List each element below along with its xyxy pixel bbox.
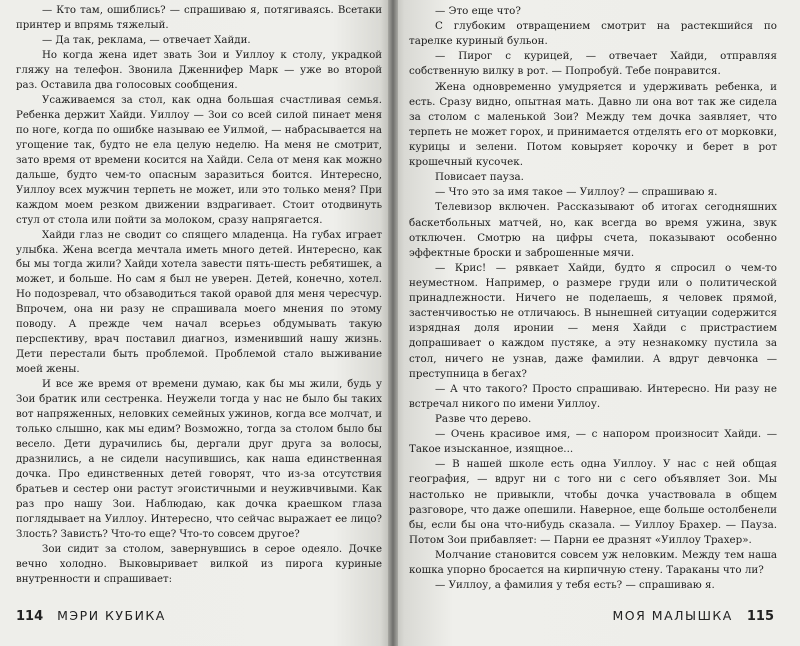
paragraph: Хайди глаз не сводит со спящего младенца. На губах играет улыбка. Жена всегда мечтала иметь много детей. Интересно, как бы мы тогда жили? Хайди хотела завести пять-шесть ребятишек, а может, и больше. Но сам я был не уверен. Детей, конечно, хотел. Но подозревал, что обзаводиться такой оравой для меня чересчур. Впрочем, она ни разу не спрашивала моего мнения по этому поводу. А прежде чем начал всерьез обдумывать такую перспективу, врач поставил диагноз, изменивший нашу жизнь. Дети перестали быть проблемой. Проблемой стало выживание моей жены. — [16, 229, 382, 376]
running-footer-title: МОЯ МАЛЫШКА — [612, 608, 733, 623]
paragraph: Зои сидит за столом, завернувшись в серое одеяло. Дочке вечно холодно. Выковыривает вилкой из пирога куриные внутренности и спрашивает: — [16, 543, 382, 585]
right-page — [392, 0, 800, 646]
right-page-text — [409, 4, 777, 593]
paragraph: — В нашей школе есть одна Уиллоу. У нас с ней общая география, — вдруг ни с того ни с сего объявляет Зои. Мы настолько не привыкли, чтобы дочка участвовала в общем разговоре, что даже опешили. Наверное, еще больше остолбенели бы, если бы она что-нибудь сказала. — Уиллоу Брахер. — Пауза. Потом Зои прибавляет: — Парни ее дразнят «Уиллоу Трахер». — [409, 458, 777, 546]
paragraph: — Да так, реклама, — отвечает Хайди. — [42, 34, 251, 46]
left-page-text — [16, 4, 382, 588]
running-footer-author: МЭРИ КУБИКА — [57, 608, 166, 623]
paragraph: — Что это за имя такое — Уиллоу? — спрашиваю я. — [435, 186, 718, 199]
paragraph: Повисает пауза. — [435, 171, 524, 184]
paragraph: Разве что дерево. — [435, 412, 532, 425]
paragraph: — Кто там, ошиблись? — спрашиваю я, потягиваясь. Всетаки принтер и впрямь тяжелый. — [16, 5, 382, 31]
right-page-footer — [613, 608, 774, 624]
paragraph: — Крис! — рявкает Хайди, будто я спросил о чем-то неуместном. Например, о размере груди или о политической принадлежности. Ничего не поделаешь, я человек прямой, застенчивостью не отличаюсь. В нынешней ситуации содержится изрядная доля иронии — меня Хайди с пристрастием допрашивает о каждом пустяке, а эту незнакомку пустила за стол, ничего не узнав, даже фамилии. А вдруг девчонка — преступница в бегах? — [409, 261, 777, 380]
page-number: 115 — [746, 609, 774, 624]
left-page — [0, 0, 392, 646]
book-spine-gutter — [388, 0, 398, 646]
paragraph: С глубоким отвращением смотрит на растекшийся по тарелке куриный бульон. — [409, 20, 777, 48]
paragraph: Жена одновременно умудряется и удерживать ребенка, и есть. Сразу видно, опытная мать. Давно ли она вот так же сидела за столом с маленькой Зои? Между тем дочка заявляет, что терпеть не может горох, и принимается отделять его от морковки, курицы и зелени. Потом ковыряет корочку и берет в рот крошечный кусочек. — [409, 80, 777, 169]
paragraph: — Это еще что? — [435, 5, 521, 17]
paragraph: Телевизор включен. Рассказывают об итогах сегодняшних баскетбольных матчей, но, как всегда во время ужина, звук отключен. Смотрю на цифры счета, показывают особенно эффектные броски и заброшенные мячи. — [409, 201, 777, 259]
paragraph: Усаживаемся за стол, как одна большая счастливая семья. Ребенка держит Хайди. Уиллоу — Зои со всей силой пинает меня по ноге, когда по ошибке называю ее Уилмой, — набрасывается на угощение так, будто не ела целую неделю. На меня не смотрит, зато время от времени косится на Хайди. Села от меня как можно дальше, будто чем-то опасным заразиться боится. Интересно, Уиллоу всех мужчин терпеть не может, или это только меня? При каждом моем резком движении вздрагивает. Стоит отодвинуть стул от стола или пойти за молоком, сразу напрягается. — [16, 94, 382, 226]
paragraph: Но когда жена идет звать Зои и Уиллоу к столу, украдкой гляжу на телефон. Звонила Дженнифер Марк — уже во второй раз. Оставила два голосовых сообщения. — [16, 49, 382, 91]
paragraph: — Пирог с курицей, — отвечает Хайди, отправляя собственную вилку в рот. — Попробуй. Тебе понравится. — [409, 50, 777, 78]
paragraph: Молчание становится совсем уж неловким. Между тем наша кошка упорно бросается на кирпичную стену. Тараканы что ли? — [409, 548, 777, 577]
left-page-footer — [16, 608, 166, 624]
paragraph: — Очень красивое имя, — с напором произносит Хайди. — Такое изысканное, изящное... — [409, 428, 777, 456]
page-number: 114 — [16, 609, 44, 624]
paragraph: — Уиллоу, а фамилия у тебя есть? — спрашиваю я. — [435, 579, 715, 592]
paragraph: И все же время от времени думаю, как бы мы жили, будь у Зои братик или сестренка. Неужели тогда у нас не было бы таких вот напряженных, неловких семейных ужинов, когда все молчат, и только слышно, как мы едим? Возможно, тогда за столом было бы весело. Дети дурачились бы, дергали друг друга за волосы, дразнились, а не сидели насупившись, как наша единственная дочка. Про единственных детей говорят, что из-за отсутствия братьев и сестер они растут эгоистичными и неуживчивыми. Как раз про нашу Зои. Наблюдаю, как дочка краешком глаза поглядывает на Уиллоу. Интересно, что сейчас выражает ее лицо? Злость? Зависть? Что-то еще? Что-то совсем другое? — [16, 379, 382, 540]
paragraph: — А что такого? Просто спрашиваю. Интересно. Ни разу не встречал никого по имени Уиллоу. — [409, 382, 777, 410]
